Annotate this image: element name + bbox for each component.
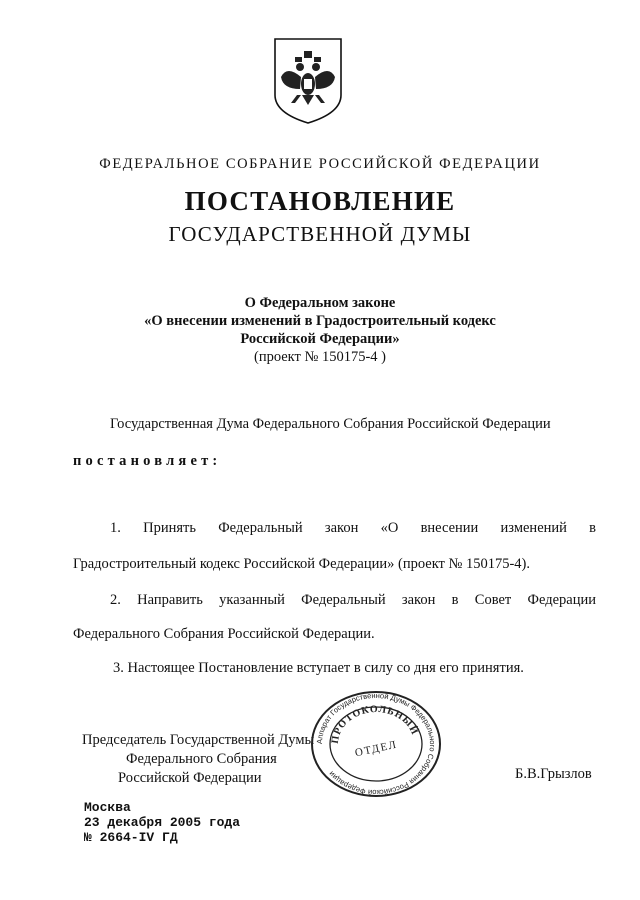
signatory-title-line: Федерального Собрания (126, 751, 277, 767)
document-footer (84, 800, 240, 845)
document-subject (0, 294, 640, 366)
subject-line: Российской Федерации» (240, 331, 400, 347)
office-stamp (308, 688, 444, 800)
project-number: (проект № 150175-4 ) (253, 349, 386, 365)
subject-line: «О внесении изменений в Градостроительный кодекс (144, 313, 496, 329)
signatory-title-line: Российской Федерации (118, 770, 262, 786)
decree-word: постановляет: (73, 453, 222, 469)
issuing-body-subtitle: ГОСУДАРСТВЕННОЙ ДУМЫ (168, 222, 472, 246)
decree-item-1: 1. Принять Федеральный закон «О внесении изменений в (110, 520, 596, 536)
preamble-text: Государственная Дума Федерального Собрания Российской Федерации (110, 416, 551, 432)
footer-date: 23 декабря 2005 года (84, 815, 241, 830)
footer-city: Москва (84, 800, 131, 815)
stamp-ring-text: Аппарат Государственной Думы Федерального Собрания Российской Федерации (314, 690, 438, 798)
assembly-title: ФЕДЕРАЛЬНОЕ СОБРАНИЕ РОССИЙСКОЙ ФЕДЕРАЦИИ (99, 156, 541, 172)
signatory-title-line: Председатель Государственной Думы (82, 732, 315, 748)
signatory-name: Б.В.Грызлов (515, 766, 592, 782)
decree-item-2: 2. Направить указанный Федеральный закон в Совет Федерации (110, 592, 596, 608)
subject-line: О Федеральном законе (244, 295, 396, 311)
footer-number: № 2664-IV ГД (84, 830, 178, 845)
decree-item-2-continuation: Федерального Собрания Российской Федерации. (73, 626, 375, 642)
stamp-center-text: ОТДЕЛ (353, 738, 399, 760)
coat-of-arms-emblem (273, 37, 343, 125)
decree-item-3: 3. Настоящее Постановление вступает в силу со дня его принятия. (113, 660, 524, 676)
stamp-inner-text: ПРОТОКОЛЬНЫЙ (329, 703, 421, 745)
document-type-title: ПОСТАНОВЛЕНИЕ (184, 186, 456, 216)
decree-item-1-continuation: Градостроительный кодекс Российской Федерации» (проект № 150175-4). (73, 556, 531, 572)
svg-text:ПРОТОКОЛЬНЫЙ (330, 704, 421, 745)
